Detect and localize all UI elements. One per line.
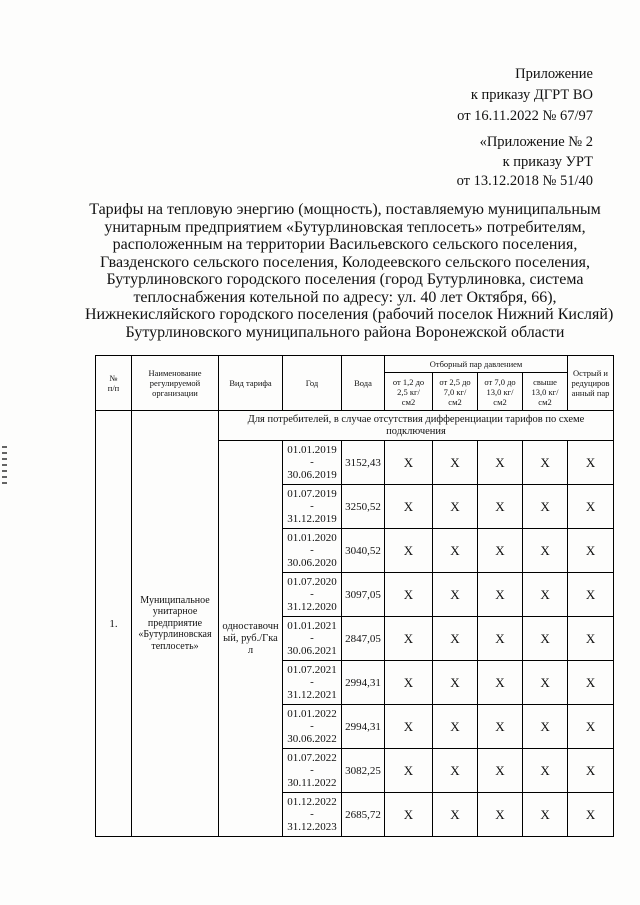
period-separator: -: [310, 456, 314, 469]
previous-appendix-line: «Приложение № 2: [479, 134, 593, 150]
steam-2-5-to-7-0-cell: X: [433, 749, 478, 793]
header-organization: Наименование регулируемой организации: [132, 356, 219, 411]
period-cell: [283, 705, 342, 749]
sharp-steam-cell: X: [568, 573, 614, 617]
period-cell: [283, 529, 342, 573]
period-cell: [283, 617, 342, 661]
steam-1-2-to-2-5-cell: X: [385, 573, 433, 617]
steam-over-13-0-cell: X: [523, 661, 568, 705]
title-line: Бутурлиновского городского поселения (город Бутурлиновка, система: [106, 271, 584, 288]
sharp-steam-cell: X: [568, 793, 614, 837]
period-start: 01.07.2020: [287, 575, 337, 588]
steam-1-2-to-2-5-cell: X: [385, 441, 433, 485]
header-tariff-type: Вид тарифа: [219, 356, 283, 411]
period-separator: -: [310, 676, 314, 689]
period-cell: [283, 441, 342, 485]
steam-7-0-to-13-0-cell: X: [478, 485, 523, 529]
water-tariff-cell: 3082,25: [342, 749, 385, 793]
sharp-steam-cell: X: [568, 485, 614, 529]
period-cell: [283, 793, 342, 837]
period-start: 01.01.2020: [287, 531, 337, 544]
steam-1-2-to-2-5-cell: X: [385, 705, 433, 749]
header-year: Год: [283, 356, 342, 411]
steam-over-13-0-cell: X: [523, 441, 568, 485]
steam-2-5-to-7-0-cell: X: [433, 441, 478, 485]
period-start: 01.07.2019: [287, 487, 337, 500]
consumer-group-label: Для потребителей, в случае отсутствия дифференциации тарифов по схеме подключения: [219, 411, 614, 441]
period-start: 01.01.2019: [287, 443, 337, 456]
steam-2-5-to-7-0-cell: X: [433, 485, 478, 529]
sharp-steam-cell: X: [568, 441, 614, 485]
steam-7-0-to-13-0-cell: X: [478, 441, 523, 485]
previous-appendix-reference: [457, 133, 593, 192]
sharp-steam-cell: X: [568, 705, 614, 749]
steam-2-5-to-7-0-cell: X: [433, 529, 478, 573]
water-tariff-cell: 3152,43: [342, 441, 385, 485]
title-line: Бутурлиновского муниципального района Воронежской области: [125, 323, 565, 341]
tariff-table: [95, 355, 614, 837]
header-row: [96, 356, 614, 373]
steam-7-0-to-13-0-cell: X: [478, 705, 523, 749]
period-start: 01.07.2022: [287, 751, 337, 764]
title-line: Гвазденского сельского поселения, Колодеевского сельского поселения,: [99, 253, 591, 271]
appendix-line: к приказу ДГРТ ВО: [470, 87, 593, 103]
period-end: 30.06.2020: [287, 556, 337, 569]
steam-over-13-0-cell: X: [523, 617, 568, 661]
header-number: № п/п: [96, 356, 132, 411]
period-cell: [283, 749, 342, 793]
title-line: унитарным предприятием «Бутурлиновская теплосеть» потребителям,: [104, 218, 586, 236]
steam-over-13-0-cell: X: [523, 705, 568, 749]
water-tariff-cell: 3097,05: [342, 573, 385, 617]
steam-over-13-0-cell: X: [523, 749, 568, 793]
steam-1-2-to-2-5-cell: X: [385, 749, 433, 793]
steam-2-5-to-7-0-cell: X: [433, 617, 478, 661]
sharp-steam-cell: X: [568, 749, 614, 793]
sharp-steam-cell: X: [568, 617, 614, 661]
appendix-line: от 16.11.2022 № 67/97: [457, 108, 593, 124]
steam-1-2-to-2-5-cell: X: [385, 793, 433, 837]
header-steam-2-5-to-7-0: от 2,5 до 7,0 кг/см2: [433, 373, 478, 411]
period-end: 30.06.2021: [287, 644, 337, 657]
water-tariff-cell: 3250,52: [342, 485, 385, 529]
steam-over-13-0-cell: X: [523, 793, 568, 837]
group-row: [96, 411, 614, 441]
sharp-steam-cell: X: [568, 529, 614, 573]
previous-appendix-line: к приказу УРТ: [502, 153, 593, 170]
period-start: 01.12.2022: [287, 795, 337, 808]
period-separator: -: [310, 720, 314, 733]
previous-appendix-line: от 13.12.2018 № 51/40: [456, 173, 593, 189]
title-line: Тарифы на тепловую энергию (мощность), поставляемую муниципальным: [89, 201, 601, 218]
appendix-reference: [457, 64, 593, 127]
steam-7-0-to-13-0-cell: X: [478, 749, 523, 793]
steam-over-13-0-cell: X: [523, 529, 568, 573]
steam-7-0-to-13-0-cell: X: [478, 617, 523, 661]
steam-over-13-0-cell: X: [523, 573, 568, 617]
steam-7-0-to-13-0-cell: X: [478, 661, 523, 705]
steam-1-2-to-2-5-cell: X: [385, 617, 433, 661]
title-line: расположенным на территории Васильевского сельского поселения,: [112, 236, 578, 253]
title-line: Нижнекисляйского городского поселения (рабочий поселок Нижний Кисляй): [85, 306, 614, 323]
steam-1-2-to-2-5-cell: X: [385, 485, 433, 529]
steam-7-0-to-13-0-cell: X: [478, 529, 523, 573]
scan-artifact: [2, 446, 7, 486]
period-start: 01.07.2021: [287, 663, 337, 676]
period-cell: [283, 573, 342, 617]
tariff-type-cell: одноставочный, руб./Гкал: [219, 441, 283, 837]
header-steam-group: Отборный пар давлением: [385, 356, 568, 373]
header-steam-over-13-0: свыше 13,0 кг/см2: [523, 373, 568, 411]
document-title: [85, 201, 614, 341]
period-end: 30.11.2022: [287, 776, 337, 789]
period-separator: -: [310, 588, 314, 601]
header-steam-1-2-to-2-5: от 1,2 до 2,5 кг/см2: [385, 373, 433, 411]
appendix-line: Приложение: [515, 66, 593, 82]
steam-2-5-to-7-0-cell: X: [433, 661, 478, 705]
period-separator: -: [310, 632, 314, 645]
steam-over-13-0-cell: X: [523, 485, 568, 529]
steam-7-0-to-13-0-cell: X: [478, 793, 523, 837]
steam-1-2-to-2-5-cell: X: [385, 529, 433, 573]
header-steam-7-0-to-13-0: от 7,0 до 13,0 кг/см2: [478, 373, 523, 411]
water-tariff-cell: 2994,31: [342, 705, 385, 749]
title-line: теплоснабжения котельной по адресу: ул. 40 лет Октября, 66),: [133, 288, 557, 306]
period-separator: -: [310, 500, 314, 513]
water-tariff-cell: 2847,05: [342, 617, 385, 661]
steam-2-5-to-7-0-cell: X: [433, 573, 478, 617]
water-tariff-cell: 2685,72: [342, 793, 385, 837]
sharp-steam-cell: X: [568, 661, 614, 705]
period-end: 31.12.2019: [287, 512, 337, 525]
steam-7-0-to-13-0-cell: X: [478, 573, 523, 617]
entry-organization: Муниципальное унитарное предприятие «Бутурлиновская теплосеть»: [132, 411, 219, 837]
period-end: 30.06.2019: [287, 468, 337, 481]
period-start: 01.01.2022: [287, 707, 337, 720]
period-end: 30.06.2022: [287, 732, 337, 745]
period-separator: -: [310, 764, 314, 777]
steam-1-2-to-2-5-cell: X: [385, 661, 433, 705]
period-cell: [283, 661, 342, 705]
steam-2-5-to-7-0-cell: X: [433, 793, 478, 837]
period-end: 31.12.2023: [287, 820, 337, 833]
period-separator: -: [310, 808, 314, 821]
period-end: 31.12.2020: [287, 600, 337, 613]
water-tariff-cell: 3040,52: [342, 529, 385, 573]
header-sharp-steam: Острый и редуцированный пар: [568, 356, 614, 411]
header-water: Вода: [342, 356, 385, 411]
period-end: 31.12.2021: [287, 688, 337, 701]
period-separator: -: [310, 544, 314, 557]
water-tariff-cell: 2994,31: [342, 661, 385, 705]
period-start: 01.01.2021: [287, 619, 337, 632]
period-cell: [283, 485, 342, 529]
steam-2-5-to-7-0-cell: X: [433, 705, 478, 749]
entry-number: 1.: [96, 411, 132, 837]
